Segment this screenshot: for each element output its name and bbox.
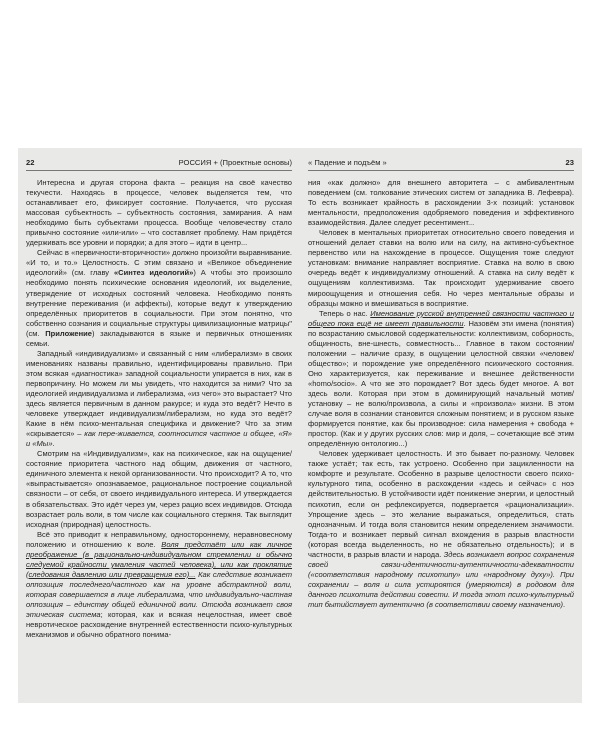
text: . (52, 439, 55, 449)
bold-reference: «Синтез идеологий» (113, 268, 194, 278)
text: ) А чтобы это произошло необходимо понять психические основания идеологий, их выделение, утверждение от исходных состояний человека. Необходимо понять внутренние переживания (и аффекты), которые ведут к утверждению определённых приоритетов в социальности. При этом понятно, что собственно сознания и социальные структуры цивилизационные матрицы" (см. (26, 268, 292, 338)
text: . (563, 599, 566, 609)
text: Человек в ментальных приоритетах относительно своего поведения и отношений делает ставки на волю или на силу, на активно-субъектное первенство или на нахождение в процессе. Ощущения тоже следуют установкам: внимание направляет восприятие. Ставка на волю в свою очередь ведёт к индивидуализму отношений. А ставка на силу ведёт к ощущениям коллективизма. Так происходит удерживание своего мироощущения и отношения себя. Но через ментальные образы и образцы можно и вмешиваться в восприятие. (308, 228, 574, 308)
text: Сейчас в «первичности-вторичности» должно произойти выравнивание. «И то, и то.» Целостность. С этим связано и «Великое объединение идеологий» (см. главу (26, 248, 292, 278)
left-running-head (26, 158, 292, 171)
paragraph (308, 449, 574, 610)
italic-text: Как следствие возникает оппозиция последнего/частного как на уровне абстрактной воли, которая совершается в лице либерализма, что индивидуально-частная оппозиция – единству общей единичной воли. Отсюда возникает своя этическая система (26, 569, 292, 620)
italic-text: как пере-живается, соотносится частное и общее, «Я» и «Мы» (26, 429, 292, 449)
text: ; которая, как и всякая нецелостная, имеет своё невротическое расхождение внутренней естественности психо-культурных механизмов и обычно обратного понима- (26, 610, 293, 640)
right-running-head (308, 158, 574, 171)
paragraph (308, 309, 574, 450)
bold-reference: Приложение (45, 328, 92, 338)
italic-text: Здесь возникает вопрос сохранения своей связи-идентичности-аутентичности-адекватности («соответствия народному психотипу» или «народному духу»). При сохранении – воля и сила устироятся (умеряются) в родовом для данного психотипа действии совести. И тогда этот психо-культурный тип бытийствует аутентично (в соответствии своему назначению) (308, 549, 574, 609)
text: Смотрим на «Индивидуализм», как на психическое, как на ощущение/состояние приоритета частного над общим, движения от частного, единичного элемента к некой организованности. Что происходит? А то, что «выпрастывается» опознаваемое, рациональное построение социальной связности – от себя, от своего индивидуального интереса. И утверждается в обязательствах. Это идёт через ум, через рацио всех индивидов. Отсюда возрастает роль воли, в том числе как социального стержня. Так выглядит исходная (природная) целостность. (26, 449, 292, 529)
right-page (308, 158, 574, 703)
paragraph (26, 248, 292, 348)
paragraph (308, 178, 574, 228)
text: ния «как должно» для внешнего авторитета – с амбивалентным поведением (см. толкование этических систем от западника В. Лефевра). То есть возникает крайность в расхождении 3-х позиций: установок ментальности, предположения одобряемого поведения и эффективного взаимодействия. Далее следует ресентимент... (308, 178, 574, 228)
paragraph (308, 228, 574, 308)
text: . Назовём эти имена (понятия) по возрастанию смысловой содержательности: коллективизм, соборность, общинность, вне-шнесть, совместность... Главное в таком состоянии/положении – наличие сразу, в ощущении целостной связки «человек/общество»; и порождение уже определённого психического состояния. Оно характеризуется, как переживание и внешнее действенности «homo/socio». А что же это порождает? Вот здесь будет многое. А вот здесь воли. Которая при этом в доминирующий начальный мотив/установку – не волю/произвола, а силы и «произвола» жизни. В этом случае воля в сознании становится сложным понятием; и в русском языке формируется понятие, как бы производное: сила намерения + свобода + простор. (Как и у других русских слов: мир и доля, – сочетающие всё этим определённую онтологию...) (308, 318, 574, 449)
text: Человек удерживает целостность. И это бывает по-разному. Человек также устаёт; так есть, так устроено. Особенно при зацикленности на комфорте и результате. Особенно в разрыве целостности своего психо-культурного типа, особенно в расхождении «здесь и сейчас» с ноэ действительностью. В устойчивости идёт понижение энергии, и целостный психотип, если он рефлексируется, подвергается «рационализации». Упрощение здесь – это желание выражаться, определиться, стать однозначным. И тогда воля становится неким определением значимости. Тогда-то и возникает первый сигнал вхождения в разрыв властности (которая всегда выделенность, но не обязательно отдельность); и в частности, в разрыв власти и народа. (308, 449, 574, 559)
paragraph (26, 530, 292, 641)
running-head-title: « Падение и подъём » (308, 158, 387, 167)
left-page (26, 158, 292, 703)
italic-underlined-text: Воля предстаёт или как личное преображение (в рационально-индивидуальном стремлении и обычно следуемой крайности умаления частей человека), или как проклятие (следования давлению или превращения его)... (26, 539, 292, 579)
text: ) закладываются в языке и первичных отношениях семьи. (26, 328, 292, 348)
text: Всё это приводит к неправильному, одностороннему, неравновесному положению и отношению к воле. (26, 529, 292, 549)
paragraph (26, 449, 292, 529)
paragraph (26, 349, 292, 449)
italic-underlined-text: Именование русской внутренней связности частного и общего пока ещё не имеет правильности (308, 308, 574, 328)
running-head-title: РОССИЯ + (Проектные основы) (178, 158, 292, 167)
text: Западный «индивидуализм» и связанный с ним «либерализм» в своих именованиях названы правильно, идентифицированы правильно. При этом всякая «диагностика» западной социальности упирается в них, как в первопричину. Но можем ли мы увидеть, что находится за ними? Что за идеологией индивидуализма и либерализма, «из чего» это вырастает? Что здесь является первичным в данном ракурсе; и куда это ведёт? Нечто в человеке утверждает индивидуализм/либерализм, но куда это ведёт? Какие в нём психо-ментальная специфика и движение? Что за этим «скрывается» – (26, 348, 292, 439)
page-number: 22 (26, 158, 35, 167)
paragraph (26, 178, 292, 248)
text: Интересна и другая сторона факта – реакция на своё качество текучести. Находясь в процессе, человек выделяется тем, что останавливает его, фиксирует состояние. Получается, что русская массовая субъектность – субъектность состояния, замирания. А нам необходимо быть субъектами процесса. Вообще человечеству стало привычно состояние «или-или» – что составляет проблему. Нам придётся удерживать все уровни и порядки; а для этого – идти в центр... (26, 178, 292, 248)
text: Теперь о нас. (319, 308, 371, 318)
page-number: 23 (565, 158, 574, 167)
